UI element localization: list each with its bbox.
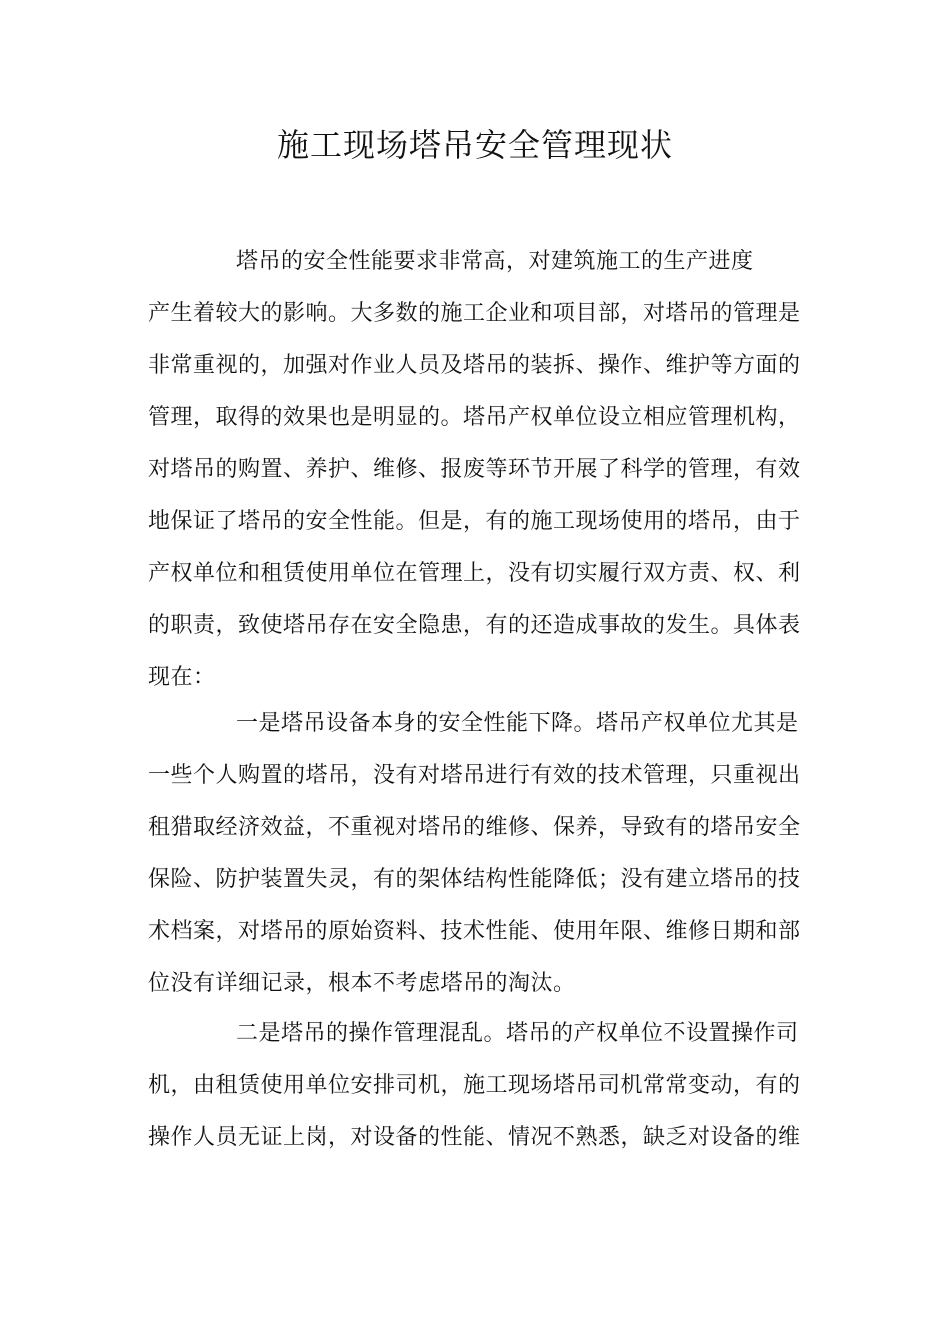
paragraph-intro [148, 236, 801, 704]
paragraph-point-two [148, 1008, 801, 1164]
text-line: 地保证了塔吊的安全性能。但是，有的施工现场使用的塔吊，由于 [148, 509, 801, 534]
text-line: 的职责，致使塔吊存在安全隐患，有的还造成事故的发生。具体表 [148, 613, 801, 638]
text-line: 租猎取经济效益，不重视对塔吊的维修、保养，导致有的塔吊安全 [148, 815, 801, 840]
text-line: 机，由租赁使用单位安排司机，施工现场塔吊司机常常变动，有的 [148, 1073, 801, 1098]
text-line: 保险、防护装置失灵，有的架体结构性能降低；没有建立塔吊的技 [148, 867, 801, 892]
text-line: 现在： [148, 665, 216, 690]
document-title: 施工现场塔吊安全管理现状 [276, 126, 673, 164]
text-line: 产权单位和租赁使用单位在管理上，没有切实履行双方责、权、利 [148, 561, 801, 586]
text-line: 管理，取得的效果也是明显的。塔吊产权单位设立相应管理机构， [148, 405, 801, 430]
text-line: 术档案，对塔吊的原始资料、技术性能、使用年限、维修日期和部 [148, 919, 801, 944]
text-line: 二是塔吊的操作管理混乱。塔吊的产权单位不设置操作司 [236, 1021, 799, 1046]
text-line: 产生着较大的影响。大多数的施工企业和项目部，对塔吊的管理是 [148, 301, 801, 326]
text-line: 操作人员无证上岗，对设备的性能、情况不熟悉，缺乏对设备的维 [148, 1125, 801, 1150]
text-line: 一些个人购置的塔吊，没有对塔吊进行有效的技术管理，只重视出 [148, 763, 801, 788]
text-line: 位没有详细记录，根本不考虑塔吊的淘汰。 [148, 971, 576, 996]
text-line: 塔吊的安全性能要求非常高，对建筑施工的生产进度 [236, 249, 754, 274]
text-line: 一是塔吊设备本身的安全性能下降。塔吊产权单位尤其是 [236, 711, 799, 736]
text-line: 对塔吊的购置、养护、维修、报废等环节开展了科学的管理，有效 [148, 457, 801, 482]
paragraph-point-one [148, 698, 801, 1010]
text-line: 非常重视的，加强对作业人员及塔吊的装拆、操作、维护等方面的 [148, 353, 801, 378]
